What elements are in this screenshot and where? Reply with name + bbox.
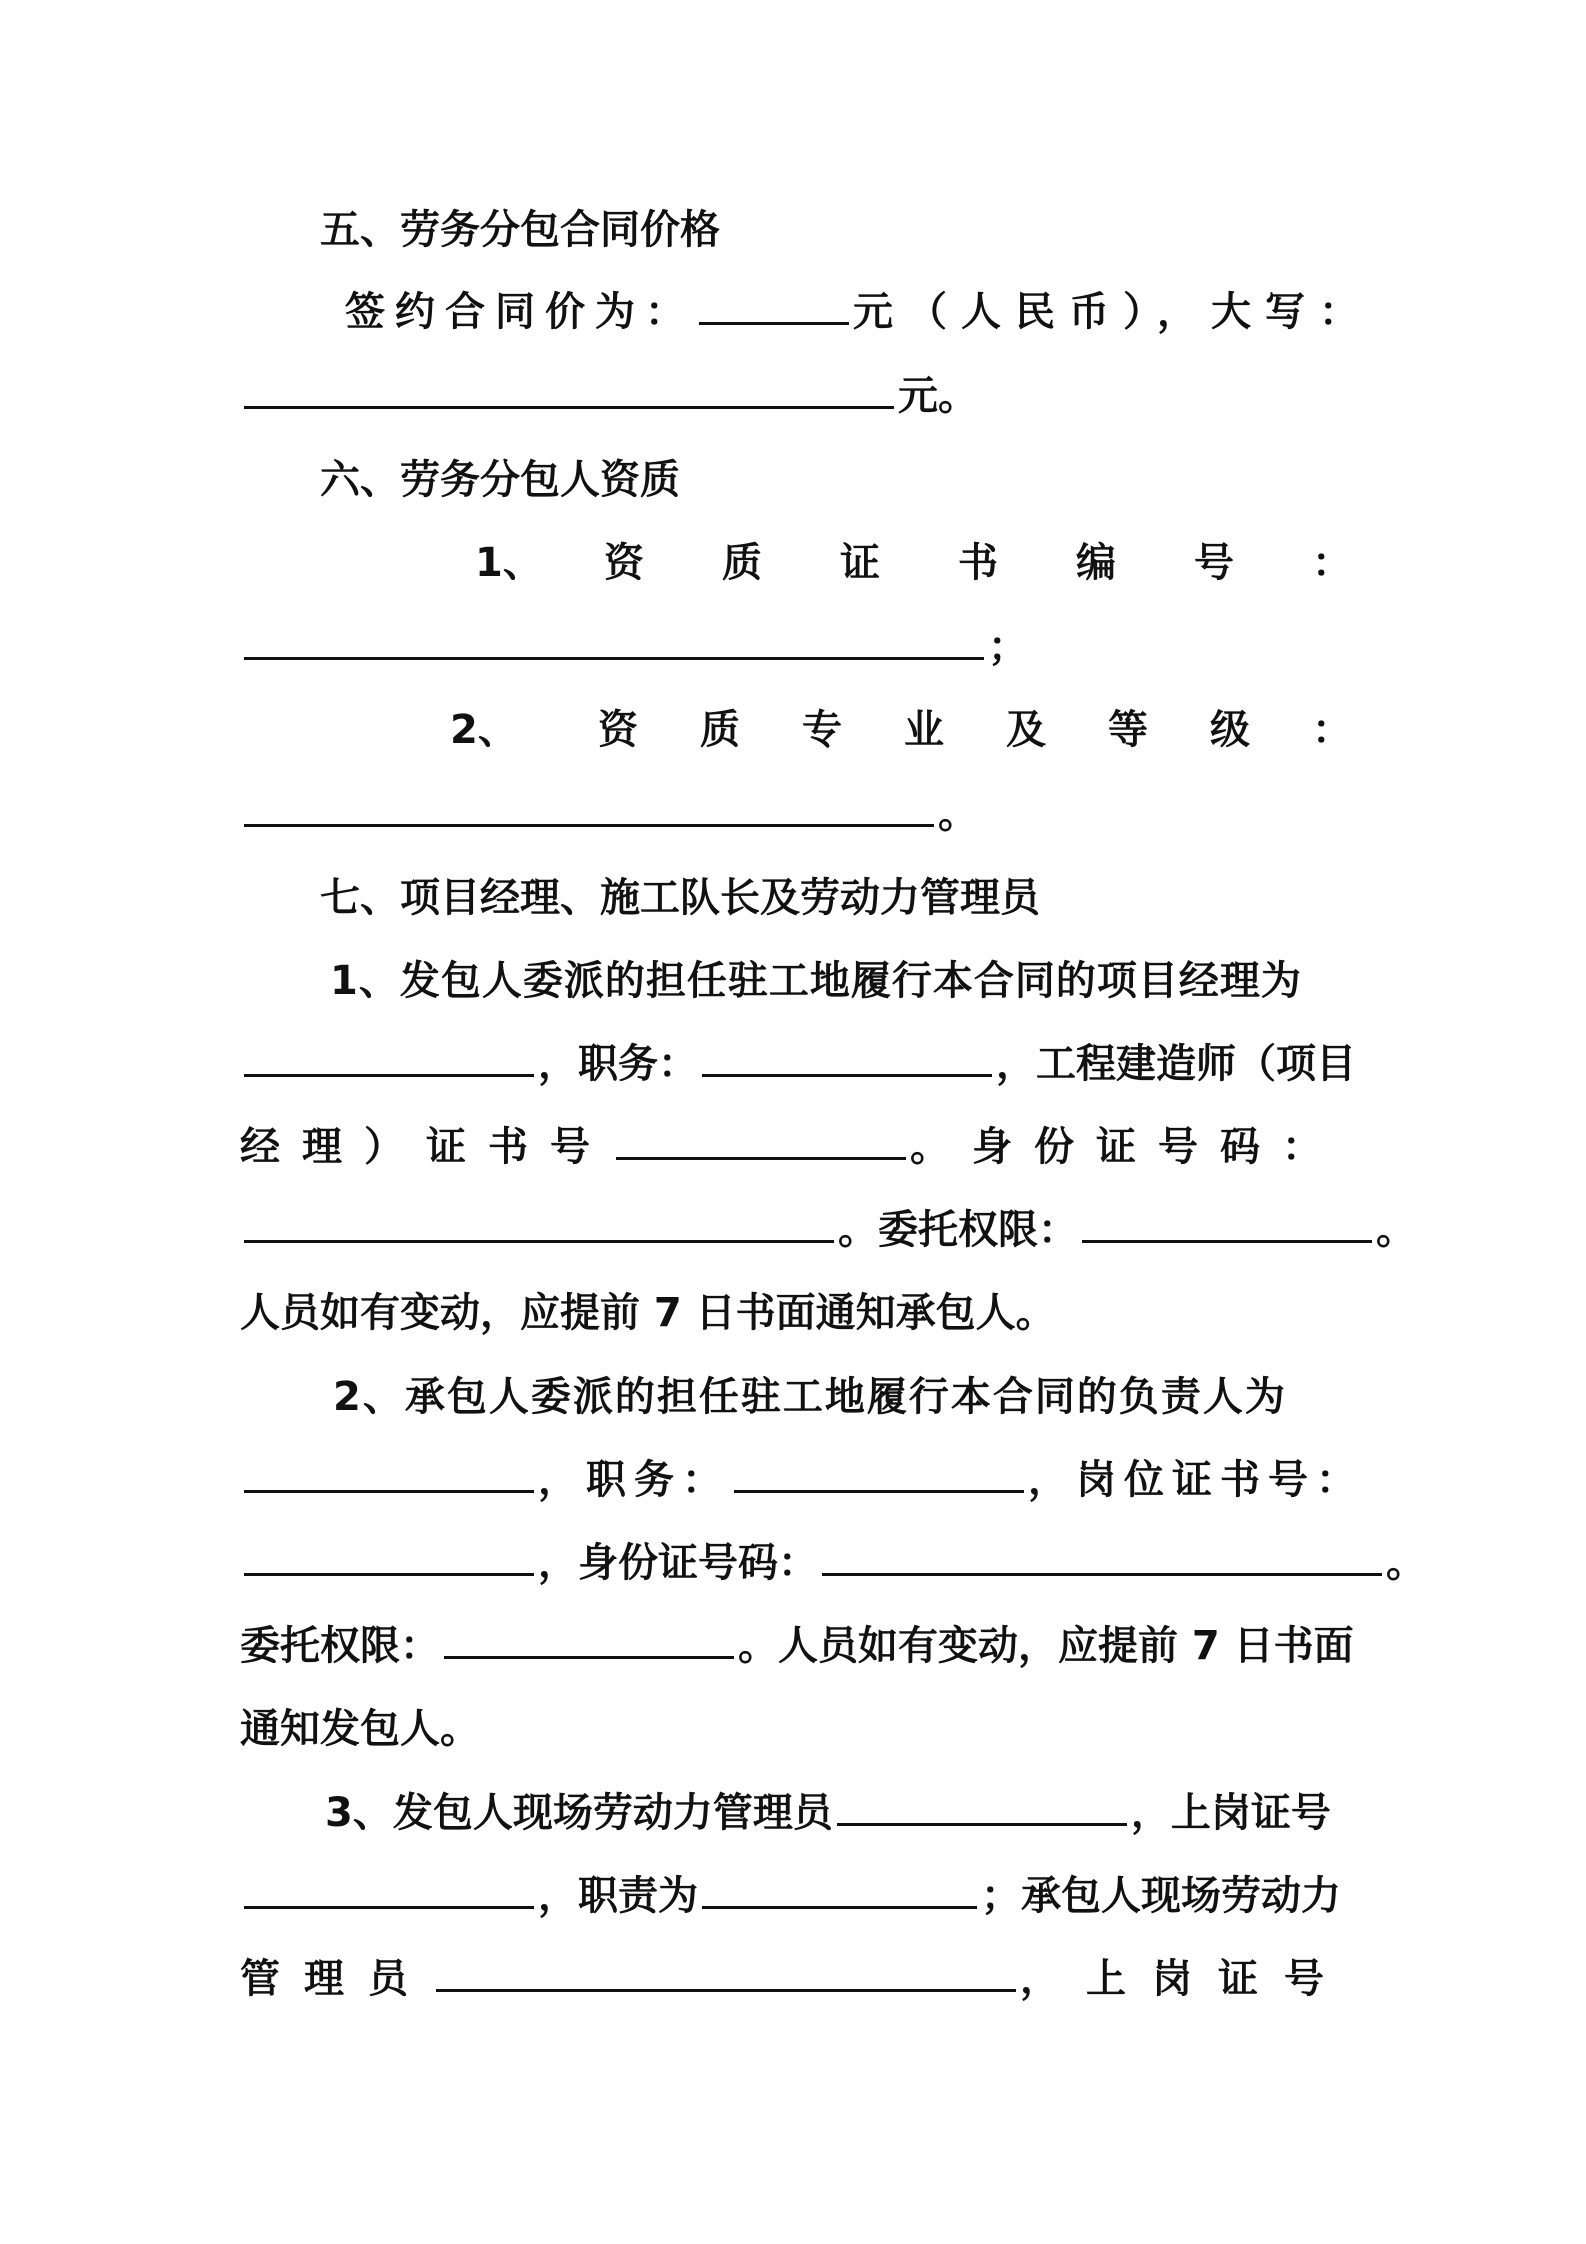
contract-price-line <box>345 282 1373 342</box>
qualification-cert-label: 资质证书编号： <box>604 540 1430 586</box>
qualification-cert-blank <box>244 623 984 660</box>
contractor-labor-manager-blank <box>436 1955 1016 1992</box>
p3-line2: ，职责为 ；承包人现场劳动力 <box>240 1866 1352 1926</box>
qualification-cert-line <box>475 533 1430 593</box>
qualification-cert-blank-line <box>240 617 1352 677</box>
p1-line2: ，职务： ，工程建造师（项目 <box>240 1034 1352 1094</box>
p1-line4: 。委托权限： 。 <box>240 1200 1352 1260</box>
p2-line1: 2、承包人委派的担任驻工地履行本合同的负责人为 <box>333 1374 1287 1420</box>
p1-line3: 经理）证书号 。身份证号码： <box>240 1124 1344 1170</box>
contractor-rep-authority-blank <box>444 1622 734 1659</box>
qualification-cert-end: ； <box>988 624 1028 670</box>
qualification-cert-num: 1、 <box>475 540 543 586</box>
contract-price-words-blank <box>244 372 894 409</box>
pm-name-blank <box>244 1040 534 1077</box>
employer-labor-manager-blank <box>837 1789 1127 1826</box>
contract-price-end: 元。 <box>898 373 978 419</box>
qualification-grade-num: 2、 <box>450 707 518 753</box>
pm-cert-blank <box>616 1123 906 1160</box>
contractor-rep-id-blank <box>822 1539 1382 1576</box>
contract-price-words-line <box>240 366 1352 426</box>
p2-line3: ，身份证号码： 。 <box>240 1533 1352 1593</box>
pm-authority-blank <box>1082 1206 1372 1243</box>
section7-heading: 七、项目经理、施工队长及劳动力管理员 <box>320 875 1040 921</box>
pm-id-blank <box>244 1206 834 1243</box>
qualification-grade-label: 资质专业及等级： <box>598 707 1414 753</box>
p2-line4: 委托权限： 。人员如有变动，应提前 7 日书面 <box>240 1623 1354 1669</box>
p3-line3: 管理员 ，上岗证号 <box>240 1956 1350 2002</box>
p1-line5: 人员如有变动，应提前 7 日书面通知承包人。 <box>240 1290 1056 1336</box>
contract-price-blank <box>699 288 849 325</box>
p2-line5: 通知发包人。 <box>240 1706 480 1752</box>
pm-position-blank <box>702 1040 992 1077</box>
employer-labor-cert-blank <box>244 1872 534 1909</box>
qualification-grade-line <box>450 700 1414 760</box>
contract-price-label: 签约合同价为： <box>345 289 695 335</box>
section6-heading: 六、劳务分包人资质 <box>320 457 680 503</box>
contract-price-unit: 元（人民币），大写： <box>853 289 1373 335</box>
contractor-rep-name-blank <box>244 1456 534 1493</box>
p3-line1: 3、发包人现场劳动力管理员 ，上岗证号 <box>325 1790 1331 1836</box>
contractor-rep-position-blank <box>734 1456 1024 1493</box>
contractor-rep-cert-blank <box>244 1539 534 1576</box>
qualification-grade-blank-line <box>240 784 1352 844</box>
p2-line2: ，职务： ，岗位证书号： <box>240 1450 1352 1510</box>
employer-labor-duty-blank <box>702 1872 977 1909</box>
qualification-grade-end: 。 <box>938 791 978 837</box>
p1-line1: 1、发包人委派的担任驻工地履行本合同的项目经理为 <box>330 958 1302 1004</box>
section5-heading: 五、劳务分包合同价格 <box>320 207 720 253</box>
qualification-grade-blank <box>244 790 934 827</box>
